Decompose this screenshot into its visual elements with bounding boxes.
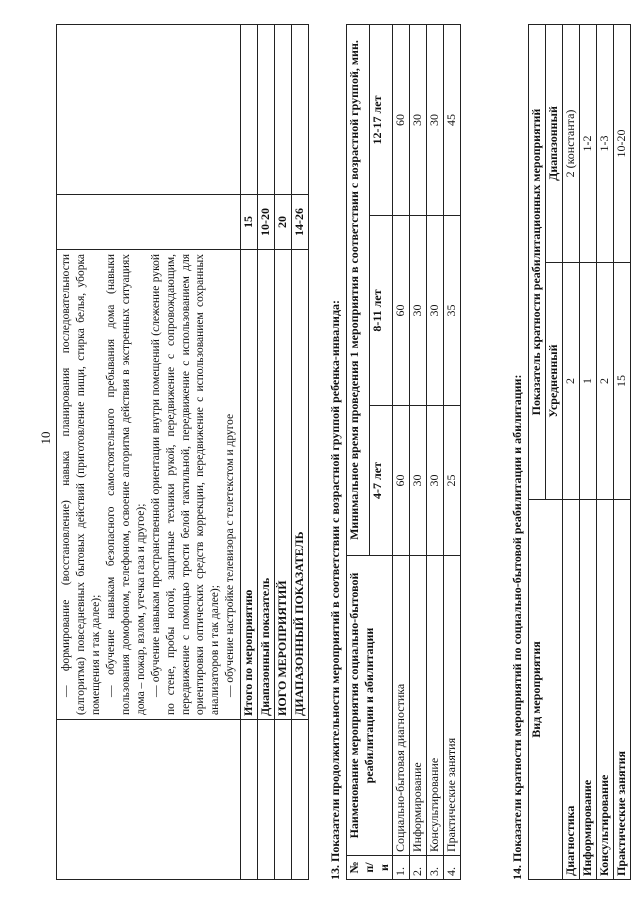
range-label: Диапазонный показатель	[258, 250, 275, 720]
row-name: Социально-бытовая диагностика	[393, 556, 410, 856]
col-header-avg: Усредненный	[546, 263, 563, 500]
table-row	[444, 25, 461, 880]
section-14-caption: 14. Показатели кратности мероприятий по социально-бытовой реабилитации и абилитации:	[510, 374, 524, 880]
row-range: 10-20	[614, 25, 631, 263]
row-name: Диагностика	[563, 500, 580, 880]
table-row	[580, 25, 597, 880]
row-range: 1-2	[580, 25, 597, 263]
row-value: 30	[427, 216, 444, 406]
col-header-num: № п/и	[347, 856, 393, 880]
empty-cell	[275, 720, 292, 880]
rotated-page-content	[50, 20, 640, 880]
row-avg: 2	[597, 263, 614, 500]
row-avg: 2	[563, 263, 580, 500]
col-header-kind: Вид мероприятия	[529, 500, 563, 880]
row-name: Практические занятия	[614, 500, 631, 880]
row-name: Информирование	[580, 500, 597, 880]
empty-cell	[258, 720, 275, 880]
table-header-row	[529, 25, 546, 880]
row-value: 30	[427, 406, 444, 556]
total-label: Итого по мероприятию	[241, 250, 258, 720]
measure-description	[57, 250, 241, 720]
empty-cell	[57, 720, 241, 880]
section-13-caption: 13. Показатели продолжительности мероприятий в соответствии с возрастной группой ребенка-инвалида:	[328, 299, 342, 880]
grand-total-value: 20	[275, 195, 292, 250]
measures-continuation-table	[56, 24, 309, 880]
row-value: 60	[393, 216, 410, 406]
row-value: 45	[444, 25, 461, 216]
table-row	[393, 25, 410, 880]
row-value: 30	[410, 216, 427, 406]
empty-cell	[57, 25, 241, 195]
total-value: 15	[241, 195, 258, 250]
frequency-table	[528, 24, 631, 880]
col-header-age: 8-11 лет	[370, 216, 393, 406]
row-value: 30	[427, 25, 444, 216]
list-item: — формирование (восстановление) навыка планирования последовательности (алгоритма) повседневных бытовых действий (приготовление пищи, стирка белья, уборка помещения и так далее);	[60, 254, 102, 715]
row-name: Консультирование	[427, 556, 444, 856]
table-row	[292, 25, 309, 880]
empty-cell	[241, 720, 258, 880]
grand-range-value: 14-26	[292, 195, 309, 250]
range-value: 10-20	[258, 195, 275, 250]
row-num: 1.	[393, 856, 410, 880]
row-value: 25	[444, 406, 461, 556]
table-row	[410, 25, 427, 880]
grand-range-label: ДИАПАЗОННЫЙ ПОКАЗАТЕЛЬ	[292, 250, 309, 720]
row-name: Практические занятия	[444, 556, 461, 856]
row-value: 30	[410, 406, 427, 556]
table-row	[427, 25, 444, 880]
row-value: 60	[393, 406, 410, 556]
table-header-row	[347, 25, 370, 880]
list-item: — обучение настройке телевизора с телетекстом и другое	[224, 413, 237, 697]
empty-cell	[292, 720, 309, 880]
table-row	[241, 25, 258, 880]
row-value: 60	[393, 25, 410, 216]
duration-table	[346, 24, 461, 880]
empty-cell	[241, 25, 258, 195]
row-value: 30	[410, 25, 427, 216]
col-header-time: Минимальное время проведения 1 мероприятия в соответствии с возрастной группой, мин.	[347, 25, 370, 556]
col-header-age: 4-7 лет	[370, 406, 393, 556]
row-avg: 15	[614, 263, 631, 500]
row-avg: 1	[580, 263, 597, 500]
table-row	[258, 25, 275, 880]
empty-cell	[57, 195, 241, 250]
table-row	[57, 25, 241, 880]
table-row	[275, 25, 292, 880]
col-header-range: Диапазонный	[546, 25, 563, 263]
row-value: 35	[444, 216, 461, 406]
col-header-group: Показатель кратности реабилитационных мероприятий	[529, 25, 546, 500]
table-row	[614, 25, 631, 880]
row-name: Консультирование	[597, 500, 614, 880]
empty-cell	[292, 25, 309, 195]
row-range: 1-3	[597, 25, 614, 263]
table-row	[597, 25, 614, 880]
col-header-name: Наименование мероприятия социально-бытовой реабилитации и абилитации	[347, 556, 393, 856]
grand-total-label: ИОГО МЕРОПРИЯТИЙ	[275, 250, 292, 720]
row-num: 3.	[427, 856, 444, 880]
row-num: 2.	[410, 856, 427, 880]
col-header-age: 12-17 лет	[370, 25, 393, 216]
empty-cell	[275, 25, 292, 195]
list-item: — обучение навыкам пространственной ориентации внутри помещений (слежение рукой по стене, пробы ногой, защитные техники рукой, передвижение с сопровождающим, передвижение с помощью трости белой тактильной, передвижение с использованием для ориентировки оптических средств коррекции, передвижение с использованием сохранных анализаторов и так далее);	[149, 254, 222, 715]
table-row	[563, 25, 580, 880]
list-item: — обучение навыкам безопасного самостоятельного пребывания дома (навыки пользования домофоном, телефоном, освоение алгоритма действия в экстренных ситуациях дома – пожар, взлом, утечка газа и другое);	[104, 254, 147, 715]
empty-cell	[258, 25, 275, 195]
row-name: Информирование	[410, 556, 427, 856]
page-number: 10	[38, 431, 53, 445]
row-num: 4.	[444, 856, 461, 880]
row-range: 2 (константа)	[563, 25, 580, 263]
